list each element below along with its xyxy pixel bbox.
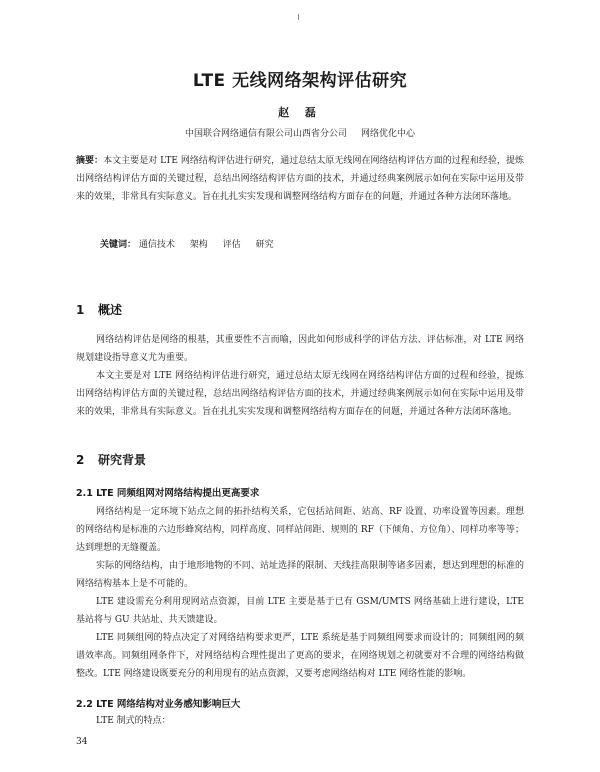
- affiliation-org: 中国联合网络通信有限公司山西省分公司: [184, 129, 347, 139]
- keyword-item: 通信技术: [138, 240, 175, 250]
- affiliation-dept: 网络优化中心: [361, 129, 416, 139]
- keywords: [100, 237, 286, 250]
- section-title: 概述: [98, 303, 123, 317]
- keyword-item: 架构: [189, 240, 208, 250]
- paragraph: 实际的网络结构，由于地形地物的不同、站址选择的限制、天线挂高限制等诸多因素，想达到理想的标准的网络结构基本上是不可能的。: [76, 561, 524, 589]
- affiliation: [0, 126, 600, 139]
- section-title: 研究背景: [98, 453, 147, 467]
- abstract-label: 摘要：: [76, 156, 104, 166]
- keyword-item: 研究: [255, 240, 274, 250]
- abstract: [76, 152, 524, 206]
- section-number: 1: [76, 303, 85, 317]
- scan-mark: [298, 14, 299, 20]
- section-heading: [76, 451, 146, 468]
- section-heading: [76, 301, 122, 318]
- author-name: 赵 磊: [278, 106, 322, 119]
- paper-title: LTE 无线网络架构评估研究: [192, 71, 408, 91]
- paragraph: LTE 同频组网的特点决定了对网络结构要求更严，LTE 系统是基于同频组网要求而设计的；同频组网的频谱效率高。同频组网条件下，对网络结构合理性提出了更高的要求，在网络规划之初就要对不合理的网络结构做整改。LTE 网络建设既要充分的利用现有的站点资源，又要考虑网络结构对 LTE 网络性能的影响。: [76, 633, 524, 679]
- subsection-heading: 2.2 LTE 网络结构对业务感知影响巨大: [76, 699, 241, 710]
- paragraph: 网络结构评估是网络的根基，其重要性不言而喻，因此如何形成科学的评估方法、评估标准，对 LTE 网络规划建设指导意义尤为重要。: [76, 335, 524, 363]
- keyword-item: 评估: [222, 240, 241, 250]
- paragraph: LTE 制式的特点：: [96, 716, 171, 726]
- paragraph: 本文主要是对 LTE 网络结构评估进行研究，通过总结太原无线网在网络结构评估方面的过程和经验，提炼出网络结构评估方面的关键过程，总结出网络结构评估方面的技术，并通过经典案例展示如何在实际中运用及带来的效果，非常具有实际意义。旨在扎扎实实发现和调整网络结构方面存在的问题，并通过各种方法闭环落地。: [76, 371, 524, 417]
- paragraph: LTE 建设需充分利用现网站点资源，目前 LTE 主要是基于已有 GSM/UMTS 网络基础上进行建设，LTE 基站将与 GU 共站址、共天馈建设。: [76, 597, 524, 625]
- subsection-heading: 2.1 LTE 同频组网对网络结构提出更高要求: [76, 488, 260, 499]
- section-number: 2: [76, 453, 85, 467]
- paragraph: 网络结构是一定环境下站点之间的拓扑结构关系，它包括站间距、站高、RF 设置、功率设置等因素。理想的网络结构是标准的六边形蜂窝结构，同样高度、同样站间距、规则的 RF（下倾角、方位角）、同样功率等等；达到理想的无缝覆盖。: [76, 507, 524, 553]
- keywords-label: 关键词：: [100, 240, 137, 250]
- abstract-text: 本文主要是对 LTE 网络结构评估进行研究，通过总结太原无线网在网络结构评估方面的过程和经验，提炼出网络结构评估方面的关键过程，总结出网络结构评估方面的技术，并通过经典案例展示如何在实际中运用及带来的效果，非常具有实际意义。旨在扎扎实实发现和调整网络结构方面存在的问题，并通过各种方法闭环落地。: [76, 156, 524, 202]
- page-number: 34: [76, 737, 88, 747]
